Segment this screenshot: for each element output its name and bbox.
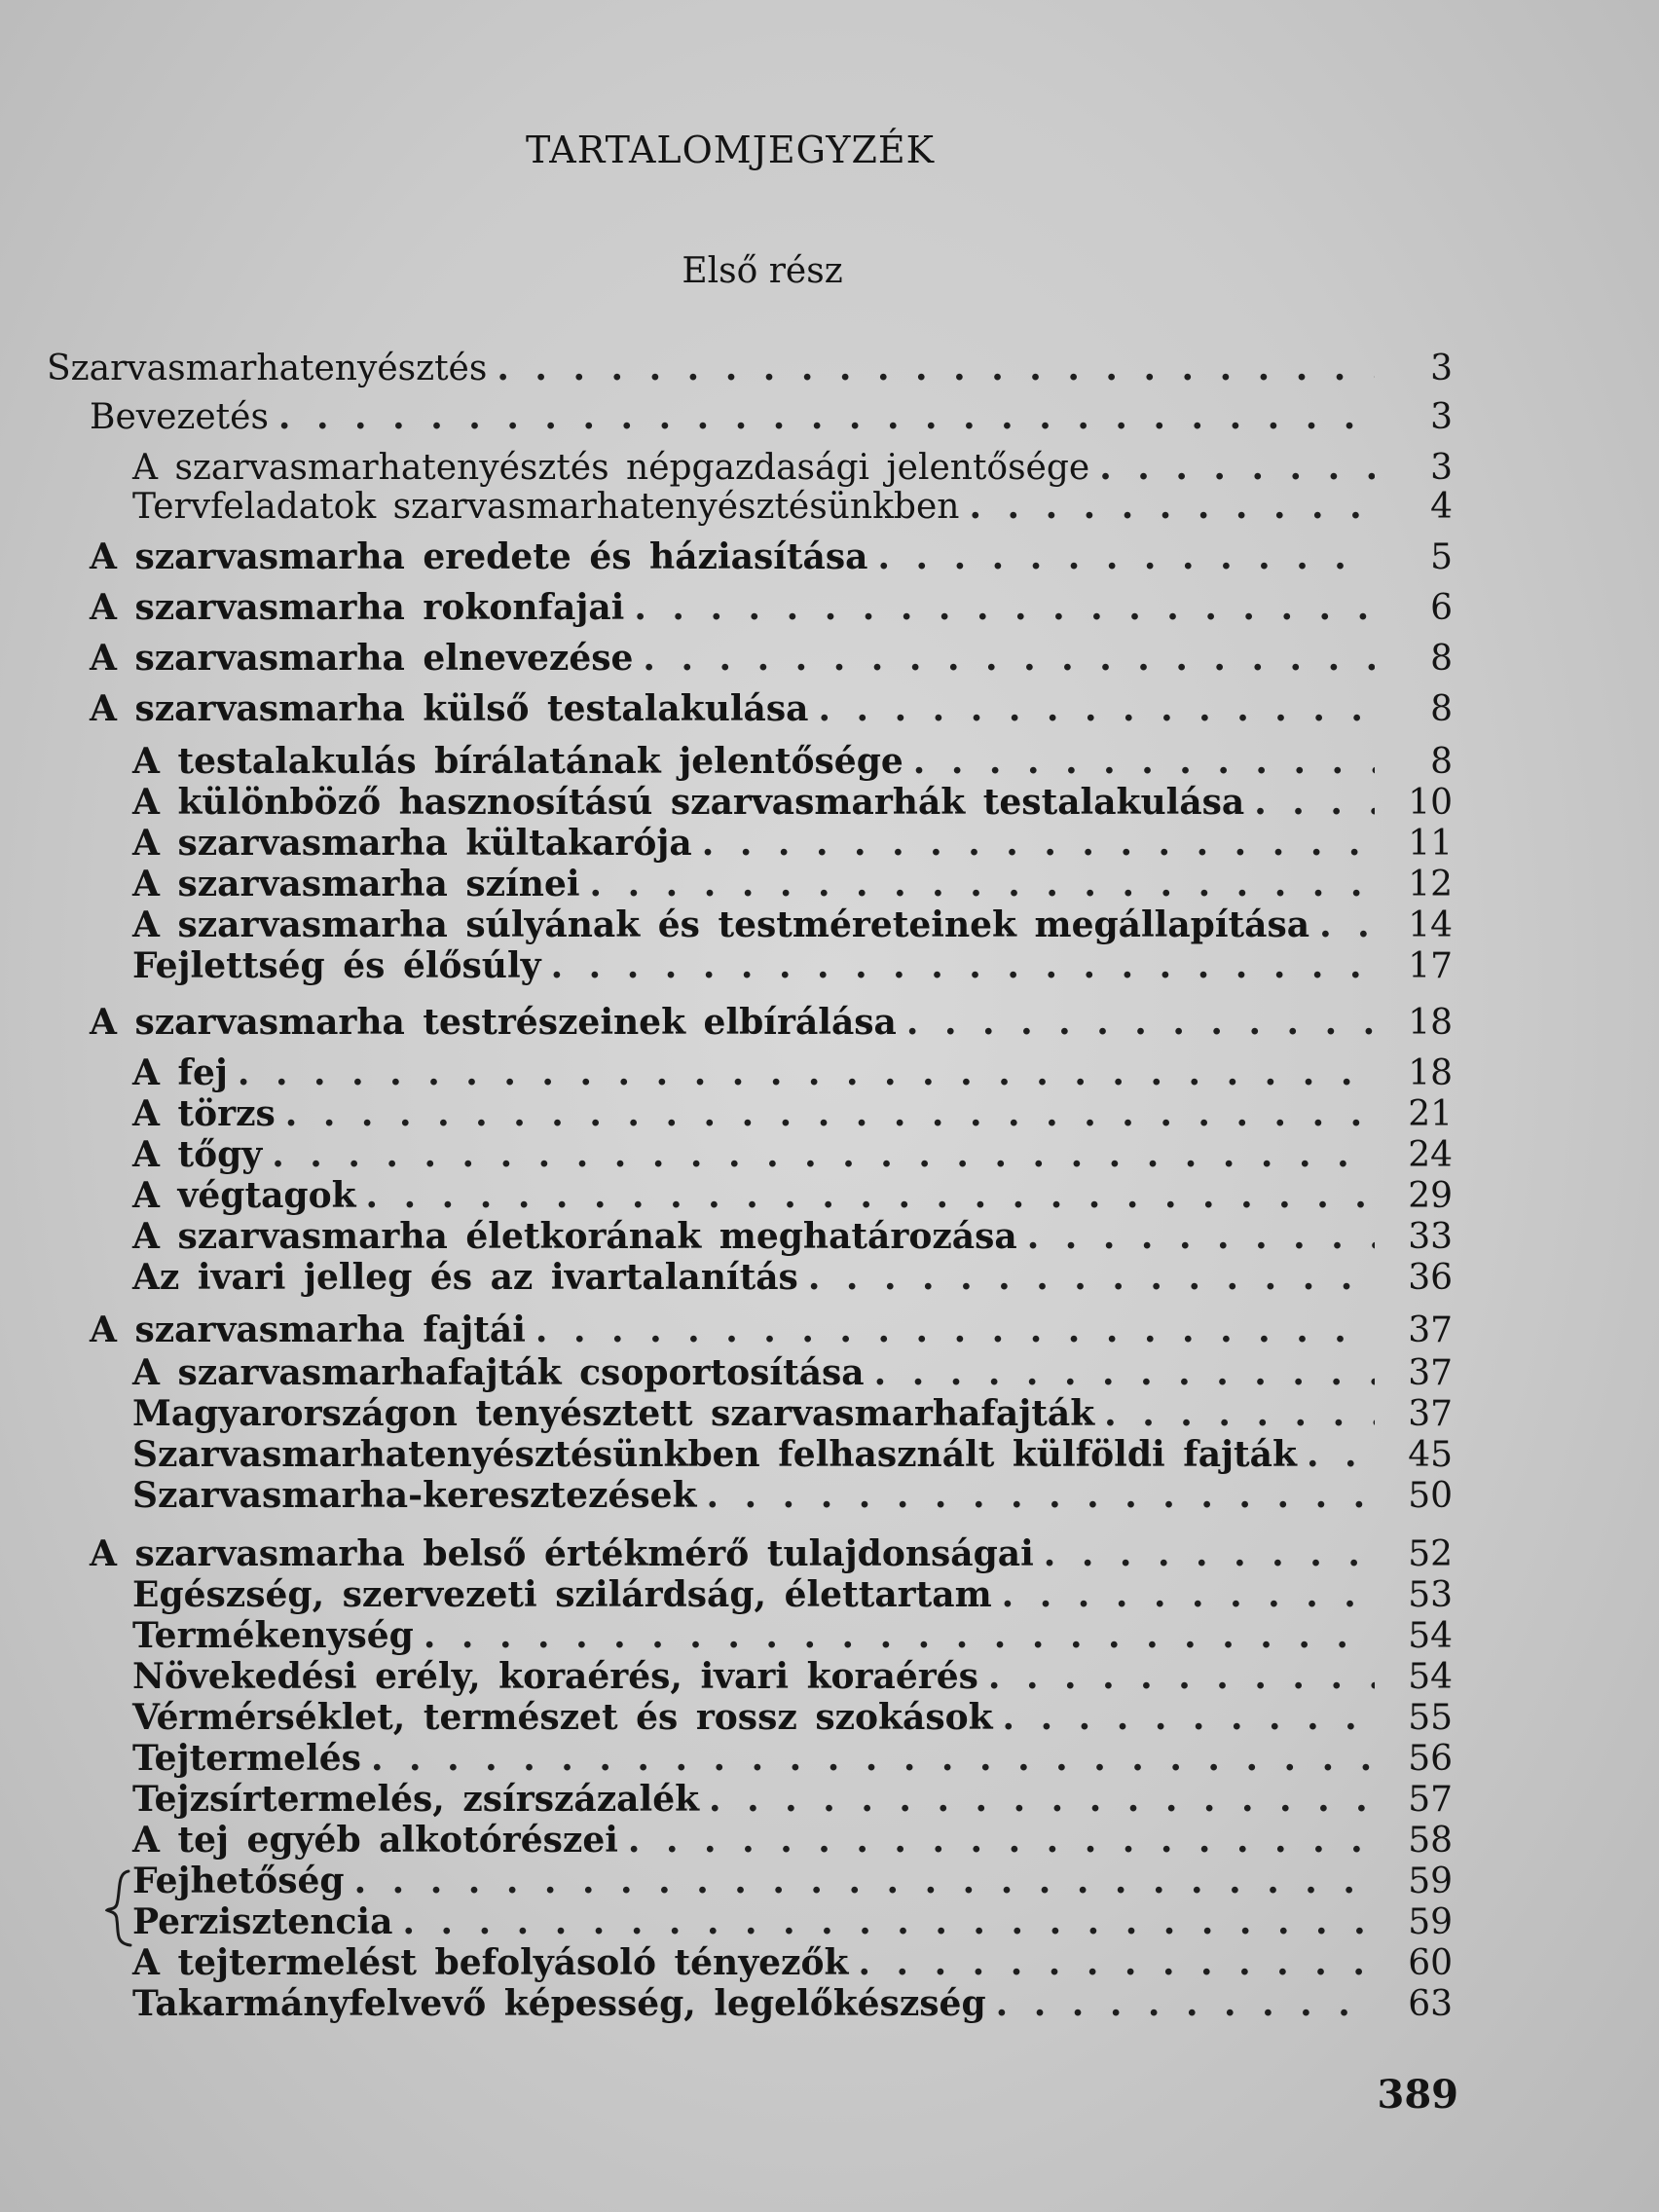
dot-leader — [874, 1353, 1375, 1392]
toc-entry-label: A szarvasmarha rokonfajai — [90, 587, 625, 628]
toc-entry — [90, 588, 1453, 627]
toc-entry — [47, 349, 1453, 387]
toc-entry-page: 11 — [1408, 824, 1453, 864]
toc-entry — [132, 865, 1453, 903]
dot-leader — [1104, 1394, 1375, 1433]
toc-entry-page: 59 — [1408, 1902, 1453, 1942]
toc-entry-label: A szarvasmarha életkorának meghatározása — [132, 1216, 1017, 1257]
dot-leader — [707, 1476, 1376, 1515]
toc-entry-label: Szarvasmarhatenyésztés — [47, 349, 488, 388]
toc-entry-page: 18 — [1408, 1053, 1453, 1093]
toc-entry — [132, 1258, 1453, 1297]
toc-entry-label: A végtagok — [132, 1175, 356, 1216]
toc-entry-page: 3 — [1430, 397, 1453, 437]
toc-entry-page: 3 — [1430, 448, 1453, 488]
toc-entry-page: 55 — [1408, 1698, 1453, 1738]
dot-leader — [1099, 448, 1375, 487]
toc-entry-page: 57 — [1408, 1780, 1453, 1820]
toc-entry-page: 5 — [1430, 537, 1453, 577]
toc-entry-page: 58 — [1408, 1821, 1453, 1861]
toc-entry — [132, 448, 1453, 487]
toc-entry-page: 14 — [1408, 905, 1453, 945]
toc-entry-page: 8 — [1430, 689, 1453, 729]
dot-leader — [996, 1984, 1375, 2023]
toc-entry-label: A szarvasmarha súlyának és testméreteinek megállapítása — [132, 904, 1310, 945]
dot-leader — [818, 689, 1375, 728]
toc-entry-page: 17 — [1408, 946, 1453, 986]
toc-entry — [132, 1739, 1453, 1778]
toc-entry-label: Az ivari jelleg és az ivartalanítás — [132, 1257, 798, 1298]
toc-entry-label: Szarvasmarha-keresztezések — [132, 1475, 697, 1516]
toc-entry-label: A szarvasmarha kültakarója — [132, 823, 692, 864]
dot-leader — [1003, 1698, 1375, 1737]
toc-entry-page: 4 — [1430, 487, 1453, 527]
toc-entry-label: A szarvasmarha eredete és háziasítása — [90, 536, 868, 577]
toc-entry-label: A testalakulás bírálatának jelentősége — [132, 741, 903, 782]
toc-entry-page: 45 — [1408, 1435, 1453, 1475]
toc-entry — [132, 487, 1453, 526]
toc-entry — [132, 1094, 1453, 1133]
toc-entry-page: 33 — [1408, 1217, 1453, 1257]
toc-entry-page: 37 — [1408, 1394, 1453, 1434]
dot-leader — [285, 1094, 1375, 1133]
toc-entry — [132, 1476, 1453, 1515]
toc-entry-page: 3 — [1430, 349, 1453, 388]
toc-entry — [132, 1353, 1453, 1392]
toc-entry — [132, 1821, 1453, 1860]
toc-entry — [132, 1135, 1453, 1174]
dot-leader — [858, 1943, 1375, 1982]
toc-entry-label: Bevezetés — [90, 397, 269, 437]
toc-entry-label: Tejtermelés — [132, 1738, 361, 1779]
toc-entry-label: A szarvasmarha színei — [132, 864, 580, 904]
handwritten-brace-mark — [105, 1867, 134, 1947]
toc-entry — [132, 1862, 1453, 1900]
dot-leader — [535, 1310, 1375, 1349]
toc-entry-label: Magyarországon tenyésztett szarvasmarhafajták — [132, 1393, 1095, 1434]
dot-leader — [634, 588, 1375, 627]
dot-leader — [551, 946, 1375, 985]
toc-entry — [132, 1053, 1453, 1092]
toc-entry-label: Szarvasmarhatenyésztésünkben felhasznált külföldi fajták — [132, 1434, 1297, 1475]
toc-entry-page: 12 — [1408, 865, 1453, 904]
dot-leader — [906, 1003, 1375, 1042]
toc-entry-label: Fejhetőség — [132, 1861, 345, 1901]
dot-leader — [1254, 783, 1375, 822]
toc-entry-label: A különböző hasznosítású szarvasmarhák testalakulása — [132, 782, 1245, 823]
dot-leader — [969, 487, 1375, 526]
toc-entry-label: Tejzsírtermelés, zsírszázalék — [132, 1779, 700, 1820]
toc-entry-page: 37 — [1408, 1353, 1453, 1393]
toc-entry-page: 21 — [1408, 1094, 1453, 1134]
dot-leader — [366, 1176, 1375, 1215]
toc-entry-label: A szarvasmarha külső testalakulása — [90, 688, 809, 729]
toc-entry — [132, 1984, 1453, 2023]
toc-entry-page: 24 — [1408, 1135, 1453, 1175]
toc-entry — [90, 1003, 1453, 1042]
dot-leader — [272, 1135, 1375, 1174]
dot-leader — [278, 397, 1375, 436]
toc-entry — [90, 397, 1453, 436]
dot-leader — [1027, 1217, 1375, 1256]
toc-entry-label: A tej egyéb alkotórészei — [132, 1820, 618, 1861]
dot-leader — [988, 1657, 1375, 1696]
toc-entry-label: A tőgy — [132, 1134, 263, 1175]
toc-entry-label: Termékenység — [132, 1615, 414, 1656]
toc-entry-label: Fejlettség és élősúly — [132, 945, 541, 986]
toc-entry-label: Vérmérséklet, természet és rossz szokások — [132, 1697, 993, 1738]
toc-entry-page: 63 — [1408, 1984, 1453, 2024]
toc-entry-label: A szarvasmarha testrészeinek elbírálása — [90, 1002, 897, 1043]
dot-leader — [709, 1780, 1375, 1819]
toc-entry — [132, 1176, 1453, 1215]
toc-entry-label: A tejtermelést befolyásoló tényezők — [132, 1942, 849, 1983]
toc-entry — [132, 1943, 1453, 1982]
toc-entry-page: 50 — [1408, 1476, 1453, 1516]
toc-entry-label: A fej — [132, 1052, 228, 1093]
dot-leader — [590, 865, 1375, 903]
toc-entry-label: A szarvasmarhatenyésztés népgazdasági jelentősége — [132, 448, 1090, 488]
toc-entry-page: 54 — [1408, 1616, 1453, 1656]
toc-entry-page: 37 — [1408, 1310, 1453, 1350]
dot-leader — [371, 1739, 1375, 1778]
toc-entry — [132, 1435, 1453, 1474]
toc-entry-page: 59 — [1408, 1862, 1453, 1901]
toc-entry-label: Tervfeladatok szarvasmarhatenyésztésünkben — [132, 487, 960, 527]
toc-entry — [90, 1310, 1453, 1349]
page-title: TARTALOMJEGYZÉK — [526, 129, 935, 171]
toc-entry-label: A szarvasmarhafajták csoportosítása — [132, 1352, 865, 1393]
toc-entry-label: A szarvasmarha belső értékmérő tulajdonságai — [90, 1533, 1034, 1574]
dot-leader — [808, 1258, 1375, 1297]
dot-leader — [702, 824, 1375, 863]
toc-entry — [132, 824, 1453, 863]
toc-entry-label: A szarvasmarha elnevezése — [90, 638, 634, 679]
toc-entry-page: 52 — [1408, 1534, 1453, 1574]
toc-entry — [132, 1902, 1453, 1941]
toc-entry — [132, 1780, 1453, 1819]
toc-entry-label: Egészség, szervezeti szilárdság, élettartam — [132, 1574, 992, 1615]
dot-leader — [402, 1902, 1375, 1941]
page-number: 389 — [1377, 2072, 1458, 2118]
toc-entry — [90, 639, 1453, 678]
dot-leader — [1044, 1534, 1375, 1573]
toc-entry-page: 56 — [1408, 1739, 1453, 1779]
toc-entry-page: 53 — [1408, 1575, 1453, 1615]
toc-entry — [132, 1575, 1453, 1614]
toc-entry — [132, 783, 1453, 822]
toc-entry — [90, 537, 1453, 576]
dot-leader — [354, 1862, 1375, 1900]
toc-entry — [132, 946, 1453, 985]
dot-leader — [424, 1616, 1375, 1655]
toc-entry-label: A szarvasmarha fajtái — [90, 1309, 526, 1350]
toc-entry — [90, 1534, 1453, 1573]
dot-leader — [877, 537, 1375, 576]
dot-leader — [1002, 1575, 1375, 1614]
toc-entry-page: 36 — [1408, 1258, 1453, 1298]
dot-leader — [913, 742, 1375, 781]
toc-entry-page: 18 — [1408, 1003, 1453, 1043]
dot-leader — [1319, 905, 1375, 944]
toc-entry-label: Perzisztencia — [132, 1901, 393, 1942]
toc-entry-label: Takarmányfelvevő képesség, legelőkészség — [132, 1983, 986, 2024]
toc-entry — [132, 1657, 1453, 1696]
toc-entry-label: Növekedési erély, koraérés, ivari koraérés — [132, 1656, 978, 1697]
toc-entry-page: 60 — [1408, 1943, 1453, 1983]
toc-entry-page: 8 — [1430, 639, 1453, 679]
toc-entry — [132, 1217, 1453, 1256]
part-heading: Első rész — [682, 251, 843, 291]
toc-entry-page: 29 — [1408, 1176, 1453, 1216]
toc-entry — [132, 742, 1453, 781]
toc-entry-page: 8 — [1430, 742, 1453, 782]
dot-leader — [1307, 1435, 1375, 1474]
toc-entry-page: 54 — [1408, 1657, 1453, 1697]
toc-entry — [132, 905, 1453, 944]
dot-leader — [238, 1053, 1375, 1092]
toc-entry — [132, 1394, 1453, 1433]
toc-entry — [132, 1698, 1453, 1737]
dot-leader — [628, 1821, 1375, 1860]
toc-entry — [132, 1616, 1453, 1655]
dot-leader — [497, 349, 1375, 387]
toc-entry-page: 10 — [1408, 783, 1453, 823]
toc-entry-page: 6 — [1430, 588, 1453, 628]
dot-leader — [643, 639, 1375, 678]
toc-entry — [90, 689, 1453, 728]
toc-entry-label: A törzs — [132, 1093, 276, 1134]
